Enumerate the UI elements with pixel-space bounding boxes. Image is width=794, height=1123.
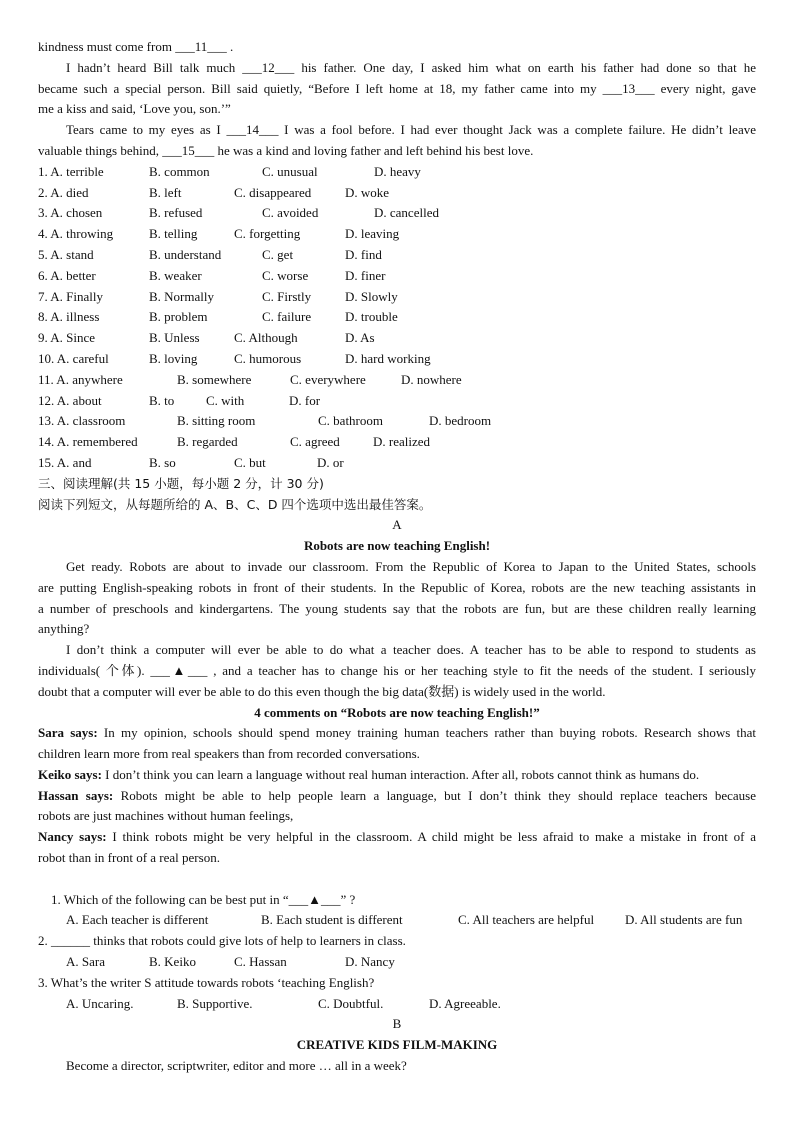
option-b: B. Normally (149, 288, 214, 304)
option-c: C. humorous (234, 350, 302, 366)
cloze-question-row (38, 224, 756, 245)
option-a: 5. A. stand (38, 246, 94, 262)
comment-text: In my opinion, schools should spend money training human teachers rather than buying robots. Research shows that (103, 725, 757, 741)
option-b: B. to (149, 392, 175, 408)
option-c: C. everywhere (290, 371, 366, 387)
cloze-question-row (38, 391, 756, 412)
option-c: C. but (234, 454, 266, 470)
option-d: D. for (289, 392, 321, 408)
cloze-question-row (38, 411, 756, 432)
commenter-name: Sara says: (38, 725, 98, 741)
option-c: C. bathroom (318, 413, 383, 429)
passage-line: Become a director, scriptwriter, editor and more … all in a week? (66, 1058, 407, 1074)
option-a: 10. A. careful (38, 350, 109, 366)
cloze-question-row (38, 245, 756, 266)
option-b: B. Keiko (149, 954, 196, 970)
option-d: D. Slowly (345, 288, 398, 304)
passage-line: kindness must come from ___11___ . (38, 39, 234, 54)
option-d: D. Nancy (345, 954, 395, 970)
passage-title: CREATIVE KIDS FILM-MAKING (296, 1037, 498, 1053)
option-a: 9. A. Since (38, 330, 96, 346)
passage-line: Tears came to my eyes as I ___14___ I was a fool before. I had ever thought Jack was a complete failure. He didn’t leave (66, 122, 756, 138)
commenter-name: Nancy says: (38, 829, 107, 845)
option-b: B. telling (149, 226, 198, 242)
option-b: B. Unless (149, 330, 200, 346)
section-heading: 三、阅读理解(共 15 小题，每小题 2 分，计 30 分) (38, 475, 324, 491)
comment-line (38, 786, 756, 807)
option-a: 15. A. and (38, 454, 92, 470)
passage-letter: B (392, 1016, 402, 1032)
spacer (38, 869, 756, 890)
option-d: D. cancelled (374, 205, 439, 221)
comment-line (38, 765, 756, 786)
passage-line: I hadn’t heard Bill talk much ___12___ his father. One day, I asked him what on earth his father had done so that he (66, 59, 756, 75)
question-options (38, 952, 756, 973)
comment-line (38, 827, 756, 848)
option-d: D. leaving (345, 226, 400, 242)
option-c: C. failure (262, 309, 312, 325)
option-b: B. left (149, 184, 182, 200)
option-d: D. finer (345, 267, 386, 283)
option-c: C. avoided (262, 205, 319, 221)
option-b: B. so (149, 454, 176, 470)
comment-text: I don’t think you can learn a language without real human interaction. After all, robots cannot think as humans do. (105, 766, 700, 782)
cloze-question-row (38, 162, 756, 183)
passage-letter: A (392, 517, 402, 533)
option-d: D. find (345, 246, 382, 262)
option-a: 4. A. throwing (38, 226, 114, 242)
option-b: B. common (149, 163, 210, 179)
option-d: D. trouble (345, 309, 398, 325)
option-a: 2. A. died (38, 184, 89, 200)
commenter-name: Keiko says: (38, 766, 102, 782)
comment-text: I think robots might be very helpful in the classroom. A child might be less afraid to make a mistake in front of a (112, 829, 756, 845)
option-b: B. Each student is different (261, 912, 403, 928)
option-a: 1. A. terrible (38, 163, 104, 179)
comments-title: 4 comments on “Robots are now teaching English!” (254, 704, 540, 720)
option-b: B. somewhere (177, 371, 252, 387)
cloze-question-row (38, 266, 756, 287)
option-b: B. regarded (177, 434, 238, 450)
passage-line: doubt that a computer will ever be able to do this even though the big data(数据) is widely used in the world. (38, 683, 606, 699)
option-c: C. unusual (262, 163, 318, 179)
option-a: A. Each teacher is different (66, 912, 209, 928)
option-d: D. hard working (345, 350, 431, 366)
cloze-question-row (38, 307, 756, 328)
cloze-question-row (38, 328, 756, 349)
commenter-name: Hassan says: (38, 787, 114, 803)
option-a: 7. A. Finally (38, 288, 104, 304)
passage-line: me a kiss and said, ‘Love you, son.’” (38, 101, 231, 117)
passage-line: I don’t think a computer will ever be able to do what a teacher does. A teacher has to be able to respond to students as (66, 642, 756, 658)
comment-line: robot than in front of a real person. (38, 850, 220, 866)
cloze-question-row (38, 183, 756, 204)
option-c: C. worse (262, 267, 309, 283)
passage-line: are putting English-speaking robots in front of their students. In the Republic of Korea, robots are the new teaching assistants in (38, 579, 756, 595)
option-a: 14. A. remembered (38, 434, 138, 450)
passage-line: valuable things behind, ___15___ he was a kind and loving father and left behind his best love. (38, 142, 534, 158)
passage-line: Get ready. Robots are about to invade our classroom. From the Republic of Korea to Japan to the United States, schools (66, 558, 756, 574)
option-c: C. agreed (290, 434, 340, 450)
question-stem: 2. ______ thinks that robots could give lots of help to learners in class. (38, 933, 406, 949)
cloze-question-row (38, 203, 756, 224)
option-c: C. forgetting (234, 226, 301, 242)
cloze-question-row (38, 432, 756, 453)
option-c: C. All teachers are helpful (458, 912, 595, 928)
cloze-question-row (38, 453, 756, 474)
option-b: B. loving (149, 350, 198, 366)
option-d: D. bedroom (429, 413, 492, 429)
question-stem: 3. What’s the writer S attitude towards robots ‘teaching English? (38, 974, 375, 990)
option-b: B. weaker (149, 267, 202, 283)
exam-page (38, 37, 756, 1077)
option-c: C. Although (234, 330, 298, 346)
option-d: D. All students are fun (625, 912, 743, 928)
passage-line: anything? (38, 621, 90, 637)
cloze-question-row (38, 370, 756, 391)
question-stem: 1. Which of the following can be best put in “___▲___” ? (51, 891, 356, 907)
option-d: D. As (345, 330, 375, 346)
option-d: D. realized (373, 434, 431, 450)
option-d: D. woke (345, 184, 390, 200)
comment-line: children learn more from real speakers than from recorded conversations. (38, 746, 420, 762)
option-d: D. or (317, 454, 344, 470)
option-a: 6. A. better (38, 267, 96, 283)
option-c: C. Doubtful. (318, 995, 384, 1011)
option-b: B. sitting room (177, 413, 256, 429)
option-c: C. Hassan (234, 954, 287, 970)
option-a: 13. A. classroom (38, 413, 126, 429)
option-b: B. understand (149, 246, 222, 262)
passage-line: became such a special person. Bill said quietly, “Before I left home at 18, my father came into my ___13___ every night, gave (38, 80, 756, 96)
option-a: A. Uncaring. (66, 995, 134, 1011)
cloze-question-row (38, 349, 756, 370)
option-b: B. refused (149, 205, 203, 221)
option-b: B. Supportive. (177, 995, 253, 1011)
passage-title: Robots are now teaching English! (303, 538, 491, 554)
option-c: C. Firstly (262, 288, 312, 304)
option-c: C. disappeared (234, 184, 312, 200)
comment-line (38, 723, 756, 744)
option-a: A. Sara (66, 954, 105, 970)
option-b: B. problem (149, 309, 208, 325)
option-a: 11. A. anywhere (38, 371, 123, 387)
option-a: 3. A. chosen (38, 205, 103, 221)
cloze-options-list (38, 162, 756, 474)
comment-text: Robots might be able to help people learn a language, but I don’t think they should replace teachers because (120, 787, 756, 803)
cloze-question-row (38, 287, 756, 308)
option-d: D. Agreeable. (429, 995, 501, 1011)
option-a: 8. A. illness (38, 309, 100, 325)
comment-line: robots are just machines without human feelings, (38, 808, 294, 824)
section-instruction: 阅读下列短文，从每题所给的 A、B、C、D 四个选项中选出最佳答案。 (38, 496, 432, 512)
option-c: C. get (262, 246, 294, 262)
question-options (38, 994, 756, 1015)
option-a: 12. A. about (38, 392, 102, 408)
option-d: D. heavy (374, 163, 421, 179)
passage-line: a number of preschools and kindergartens. The young students say that the robots are fun, but are these children really learning (38, 600, 756, 616)
option-c: C. with (206, 392, 245, 408)
passage-line: individuals( 个体). ___▲___ , and a teacher has to change his or her teaching style to fit the needs of the student. I seriously (38, 662, 756, 678)
option-d: D. nowhere (401, 371, 462, 387)
question-options (38, 910, 756, 931)
